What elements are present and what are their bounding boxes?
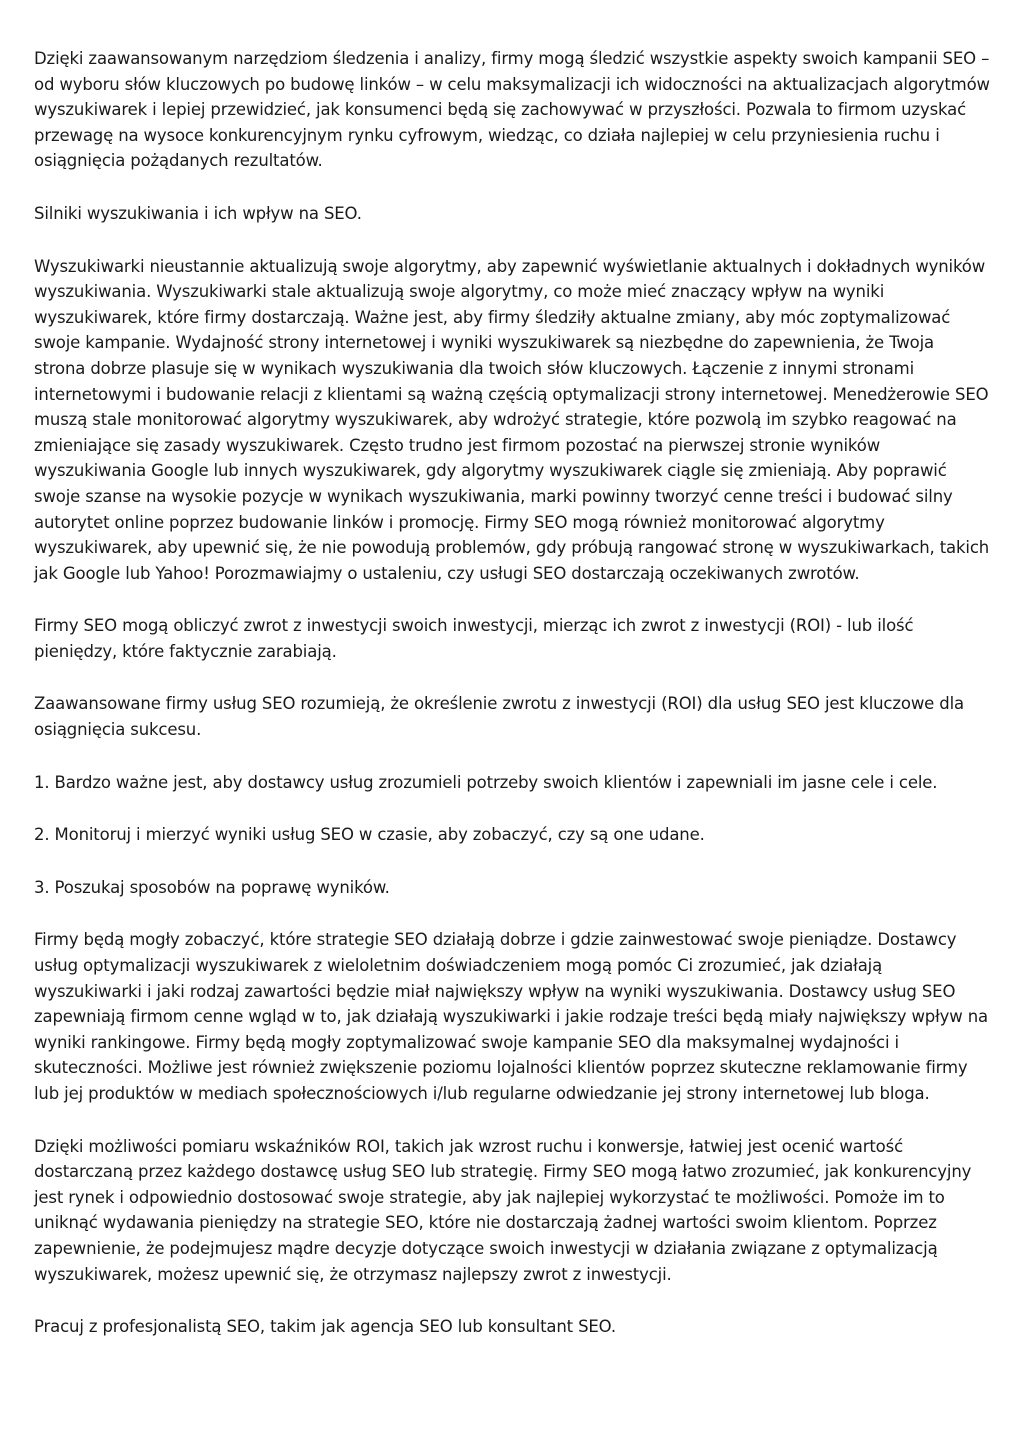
list-item-2: 2. Monitoruj i mierzyć wyniki usług SEO w czasie, aby zobaczyć, czy są one udane. (34, 825, 705, 845)
paragraph-algorithms: Wyszukiwarki nieustannie aktualizują swoje algorytmy, aby zapewnić wyświetlanie aktualnych i dokładnych wyników wyszukiwania. Wyszukiwarki stale aktualizują swoje algorytmy, co może mieć znaczący wpływ na wyniki wyszukiwarek, które firmy dostarczają. Ważne jest, aby firmy śledziły aktualne zmiany, aby móc zoptymalizować swoje kampanie. Wydajność strony internetowej i wyniki wyszukiwarek są niezbędne do zapewnienia, że Twoja strona dobrze plasuje się w wynikach wyszukiwania dla twoich słów kluczowych. Łączenie z innymi stronami internetowymi i budowanie relacji z klientami są ważną częścią optymalizacji strony internetowej. Menedżerowie SEO muszą stale monitorować algorytmy wyszukiwarek, aby wdrożyć strategie, które pozwolą im szybko reagować na zmieniające się zasady wyszukiwarek. Często trudno jest firmom pozostać na pierwszej stronie wyników wyszukiwania Google lub innych wyszukiwarek, gdy algorytmy wyszukiwarek ciągle się zmieniają. Aby poprawić swoje szanse na wysokie pozycje w wynikach wyszukiwania, marki powinny tworzyć cenne treści i budować silny autorytet online poprzez budowanie linków i promocję. Firmy SEO mogą również monitorować algorytmy wyszukiwarek, aby upewnić się, że nie powodują problemów, gdy próbują rangować stronę w wyszukiwarkach, takich jak Google lub Yahoo! Porozmawiajmy o ustaleniu, czy usługi SEO dostarczają oczekiwanych zwrotów. (34, 256, 990, 583)
paragraph-advanced-firms: Zaawansowane firmy usług SEO rozumieją, że określenie zwrotu z inwestycji (ROI) dla usług SEO jest kluczowe dla osiągnięcia sukcesu. (34, 694, 964, 740)
paragraph-heading-search-engines: Silniki wyszukiwania i ich wpływ na SEO. (34, 203, 362, 223)
list-item-1: 1. Bardzo ważne jest, aby dostawcy usług zrozumieli potrzeby swoich klientów i zapewniali im jasne cele i cele. (34, 772, 938, 792)
document-page (34, 46, 990, 1367)
paragraph-roi-calculation: Firmy SEO mogą obliczyć zwrot z inwestycji swoich inwestycji, mierząc ich zwrot z inwestycji (ROI) - lub ilość pieniędzy, które faktycznie zarabiają. (34, 616, 914, 661)
paragraph-work-with-pro: Pracuj z profesjonalistą SEO, takim jak agencja SEO lub konsultant SEO. (34, 1317, 616, 1337)
paragraph-roi-metrics: Dzięki możliwości pomiaru wskaźników ROI, takich jak wzrost ruchu i konwersje, łatwiej jest ocenić wartość dostarczaną przez każdego dostawcę usług SEO lub strategię. Firmy SEO mogą łatwo zrozumieć, jak konkurencyjny jest rynek i odpowiednio dostosować swoje strategie, aby jak najlepiej wykorzystać te możliwości. Pomoże im to uniknąć wydawania pieniędzy na strategie SEO, które nie dostarczają żadnej wartości swoim klientom. Poprzez zapewnienie, że podejmujesz mądre decyzje dotyczące swoich inwestycji w działania związane z optymalizacją wyszukiwarek, możesz upewnić się, że otrzymasz najlepszy zwrot z inwestycji. (34, 1136, 972, 1284)
list-item-3: 3. Poszukaj sposobów na poprawę wyników. (34, 877, 390, 897)
paragraph-strategies: Firmy będą mogły zobaczyć, które strategie SEO działają dobrze i gdzie zainwestować swoje pieniądze. Dostawcy usług optymalizacji wyszukiwarek z wieloletnim doświadczeniem mogą pomóc Ci zrozumieć, jak działają wyszukiwarki i jaki rodzaj zawartości będzie miał największy wpływ na wyniki wyszukiwania. Dostawcy usług SEO zapewniają firmom cenne wgląd w to, jak działają wyszukiwarki i jakie rodzaje treści będą miały największy wpływ na wyniki rankingowe. Firmy będą mogły zoptymalizować swoje kampanie SEO dla maksymalnej wydajności i skuteczności. Możliwe jest również zwiększenie poziomu lojalności klientów poprzez skuteczne reklamowanie firmy lub jej produktów w mediach społecznościowych i/lub regularne odwiedzanie jej strony internetowej lub bloga. (34, 930, 988, 1103)
paragraph-intro: Dzięki zaawansowanym narzędziom śledzenia i analizy, firmy mogą śledzić wszystkie aspekty swoich kampanii SEO – od wyboru słów kluczowych po budowę linków – w celu maksymalizacji ich widoczności na aktualizacjach algorytmów wyszukiwarek i lepiej przewidzieć, jak konsumenci będą się zachowywać w przyszłości. Pozwala to firmom uzyskać przewagę na wysoce konkurencyjnym rynku cyfrowym, wiedząc, co działa najlepiej w celu przyniesienia ruchu i osiągnięcia pożądanych rezultatów. (34, 49, 990, 171)
